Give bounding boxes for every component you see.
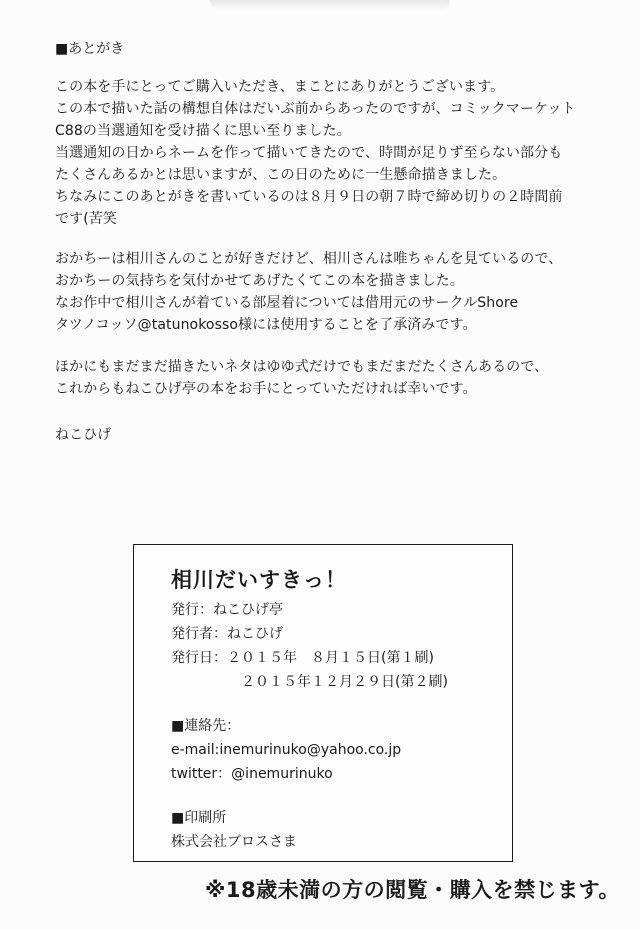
colophon-box — [133, 544, 513, 862]
publisher-line: 発行：ねこひげ亭 — [171, 602, 283, 618]
printer-heading: ■印刷所 — [171, 810, 227, 826]
afterword-signature: ねこひげ — [55, 427, 112, 443]
email-line: e-mail:inemurinuko@yahoo.co.jp — [171, 742, 402, 758]
afterword-line: タツノコッソ@tatunokosso様には使用することを了承済みです。 — [55, 317, 477, 333]
afterword-line: 当選通知の日からネームを作って描いてきたので、時間が足りず至らない部分も — [55, 145, 563, 161]
twitter-line: twitter：@inemurinuko — [171, 766, 333, 782]
issue-date-second: ２０１５年１２月２９日(第２刷) — [241, 674, 448, 690]
printer-line: 株式会社ブロスさま — [171, 834, 297, 850]
afterword-heading: ■あとがき — [55, 41, 125, 57]
afterword-line: ほかにもまだまだ描きたいネタはゆゆ式だけでもまだまだたくさんあるので、 — [55, 359, 549, 375]
afterword-line: ちなみにこのあとがきを書いているのは８月９日の朝７時で締め切りの２時間前 — [55, 189, 563, 205]
afterword-line: おかちーは相川さんのことが好きだけど、相川さんは唯ちゃんを見ているので、 — [55, 251, 563, 267]
issuer-line: 発行者：ねこひげ — [171, 626, 283, 642]
afterword-line: です(苦笑 — [55, 211, 117, 227]
afterword-line: これからもねこひげ亭の本をお手にとっていただければ幸いです。 — [55, 381, 477, 397]
afterword-line: おかちーの気持ちを気付かせてあげたくてこの本を描きました。 — [55, 273, 464, 289]
contact-heading: ■連絡先： — [171, 718, 241, 734]
age-restriction-notice: ※18歳未満の方の閲覧・購入を禁じます。 — [205, 878, 620, 902]
afterword-line: この本を手にとってご購入いただき、まことにありがとうございます。 — [55, 79, 505, 95]
issue-date-first: 発行日：２０１５年 ８月１５日(第１刷) — [171, 650, 434, 666]
afterword-line: この本で描いた話の構想自体はだいぶ前からあったのですが、コミックマーケット — [55, 101, 576, 117]
scan-shadow — [210, 0, 450, 10]
book-title: 相川だいすきっ！ — [171, 568, 347, 592]
afterword-line: なお作中で相川さんが着ている部屋着については借用元のサークルShore — [55, 295, 519, 311]
afterword-line: C88の当選通知を受け描くに思い至りました。 — [55, 123, 351, 139]
afterword-line: たくさんあるかとは思いますが、この日のために一生懸命描きました。 — [55, 167, 507, 183]
